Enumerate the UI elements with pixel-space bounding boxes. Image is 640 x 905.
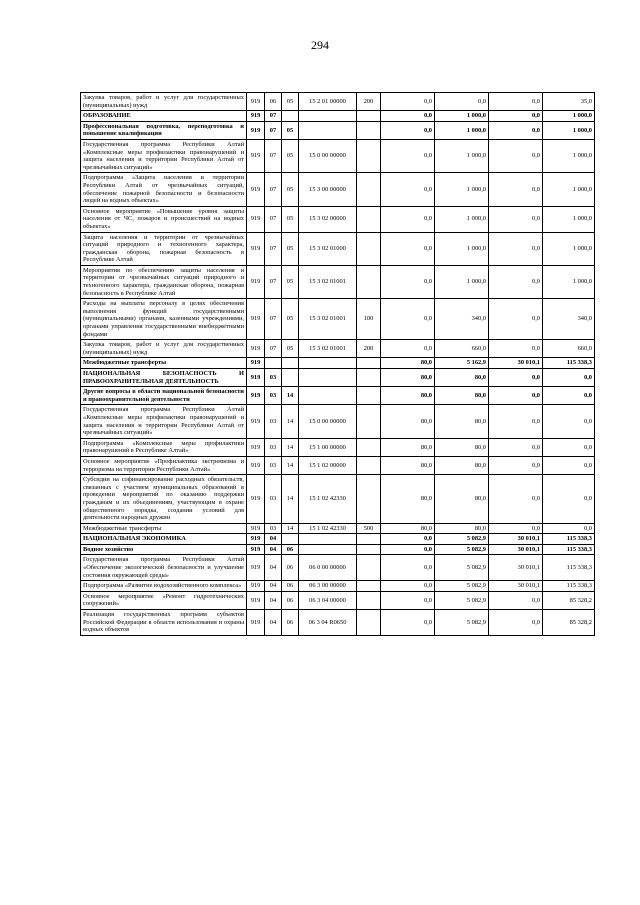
table-row: [81, 369, 595, 387]
cell-name: Подпрограмма «Защита населения и территории Республики Алтай от чрезвычайных ситуаций, обеспечение пожарной безопасности и безопасности людей на водных объектах»: [81, 173, 247, 206]
cell-section-code: 04: [265, 591, 282, 609]
cell-name: Реализация государственных программ субъектов Российской Федерации в области использования и охраны водных объектов: [81, 610, 247, 636]
cell-name: НАЦИОНАЛЬНАЯ БЕЗОПАСНОСТЬ И ПРАВООХРАНИТЕЛЬНАЯ ДЕЯТЕЛЬНОСТЬ: [81, 369, 247, 387]
cell-name: Межбюджетные трансферты: [81, 358, 247, 369]
cell-amount-4: 0,0: [543, 387, 595, 405]
cell-amount-3: 0,0: [489, 139, 543, 172]
cell-subsection-code: 14: [282, 523, 299, 534]
cell-amount-2: 0,0: [435, 93, 489, 111]
cell-expense-type-code: [357, 358, 381, 369]
cell-name: Основное мероприятие «Повышение уровня защиты населения от ЧС, пожаров и происшествий на водных объектах»: [81, 206, 247, 232]
cell-section-code: 07: [265, 265, 282, 298]
cell-name: Водное хозяйство: [81, 544, 247, 555]
cell-amount-3: 0,0: [489, 265, 543, 298]
page-number: 294: [311, 38, 329, 52]
cell-amount-4: 1 000,0: [543, 139, 595, 172]
cell-amount-2: 5 082,9: [435, 555, 489, 581]
cell-name: Подпрограмма «Развитие водохозяйственного комплекса»: [81, 581, 247, 592]
cell-ministry-code: 919: [247, 534, 265, 545]
cell-amount-1: 0,0: [381, 581, 435, 592]
cell-amount-1: 0,0: [381, 534, 435, 545]
cell-amount-2: 80,0: [435, 523, 489, 534]
cell-expense-type-code: [357, 544, 381, 555]
cell-section-code: 07: [265, 121, 282, 139]
cell-expense-type-code: 500: [357, 523, 381, 534]
cell-amount-3: 30 010,1: [489, 358, 543, 369]
cell-expense-type-code: [357, 405, 381, 438]
cell-amount-3: 0,0: [489, 206, 543, 232]
cell-amount-4: 1 000,0: [543, 232, 595, 265]
cell-subsection-code: 05: [282, 232, 299, 265]
cell-amount-4: 115 338,3: [543, 581, 595, 592]
cell-amount-3: 30 010,1: [489, 581, 543, 592]
table-row: [81, 139, 595, 172]
cell-amount-2: 80,0: [435, 369, 489, 387]
cell-amount-4: 115 338,3: [543, 534, 595, 545]
cell-ministry-code: 919: [247, 544, 265, 555]
cell-expense-type-code: [357, 581, 381, 592]
cell-ministry-code: 919: [247, 369, 265, 387]
cell-name: Другие вопросы в области национальной безопасности и правоохранительной деятельности: [81, 387, 247, 405]
table-row: [81, 456, 595, 474]
cell-ministry-code: 919: [247, 111, 265, 122]
cell-ministry-code: 919: [247, 610, 265, 636]
cell-amount-4: 1 000,0: [543, 111, 595, 122]
cell-subsection-code: 05: [282, 299, 299, 340]
cell-target-code: [299, 387, 357, 405]
cell-name: НАЦИОНАЛЬНАЯ ЭКОНОМИКА: [81, 534, 247, 545]
cell-expense-type-code: [357, 475, 381, 524]
table-row: [81, 591, 595, 609]
cell-section-code: 04: [265, 555, 282, 581]
cell-section-code: 03: [265, 438, 282, 456]
cell-subsection-code: 05: [282, 206, 299, 232]
cell-ministry-code: 919: [247, 340, 265, 358]
cell-section-code: 03: [265, 387, 282, 405]
cell-amount-4: 0,0: [543, 523, 595, 534]
cell-amount-4: 0,0: [543, 475, 595, 524]
cell-amount-3: 30 010,1: [489, 555, 543, 581]
cell-amount-3: 0,0: [489, 591, 543, 609]
cell-amount-1: 0,0: [381, 139, 435, 172]
cell-subsection-code: 06: [282, 591, 299, 609]
cell-section-code: 04: [265, 610, 282, 636]
cell-amount-1: 0,0: [381, 265, 435, 298]
cell-amount-4: 1 000,0: [543, 265, 595, 298]
cell-section-code: 03: [265, 523, 282, 534]
cell-amount-1: 0,0: [381, 544, 435, 555]
cell-amount-2: 1 000,0: [435, 139, 489, 172]
cell-amount-1: 80,0: [381, 387, 435, 405]
cell-subsection-code: 05: [282, 93, 299, 111]
cell-section-code: 06: [265, 93, 282, 111]
cell-amount-3: 0,0: [489, 111, 543, 122]
cell-ministry-code: 919: [247, 523, 265, 534]
cell-amount-4: 115 338,3: [543, 544, 595, 555]
cell-amount-1: 0,0: [381, 206, 435, 232]
cell-amount-3: 0,0: [489, 93, 543, 111]
cell-amount-4: 0,0: [543, 456, 595, 474]
cell-subsection-code: [282, 534, 299, 545]
cell-expense-type-code: [357, 456, 381, 474]
cell-amount-3: 0,0: [489, 340, 543, 358]
cell-ministry-code: 919: [247, 387, 265, 405]
cell-subsection-code: 06: [282, 555, 299, 581]
cell-name: Основное мероприятие «Профилактика экстремизма и терроризма на территории Республики Алтай»: [81, 456, 247, 474]
cell-expense-type-code: [357, 121, 381, 139]
cell-amount-4: 0,0: [543, 369, 595, 387]
cell-amount-1: 0,0: [381, 610, 435, 636]
cell-subsection-code: 14: [282, 405, 299, 438]
cell-target-code: 15 1 02 00000: [299, 456, 357, 474]
cell-amount-2: 1 000,0: [435, 173, 489, 206]
cell-amount-2: 80,0: [435, 475, 489, 524]
cell-expense-type-code: [357, 438, 381, 456]
cell-target-code: [299, 544, 357, 555]
cell-target-code: 15 2 01 00000: [299, 93, 357, 111]
cell-expense-type-code: 100: [357, 299, 381, 340]
cell-ministry-code: 919: [247, 299, 265, 340]
cell-amount-3: 0,0: [489, 121, 543, 139]
cell-amount-1: 0,0: [381, 232, 435, 265]
table-row: [81, 358, 595, 369]
cell-name: Мероприятия по обеспечению защиты населения и территории от чрезвычайных ситуаций природного и техногенного характера, гражданская оборона, пожарная безопасность в Республике Алтай: [81, 265, 247, 298]
cell-expense-type-code: [357, 139, 381, 172]
cell-name: Государственная программа Республики Алтай «Обеспечение экологической безопасности и улучшение состояния окружающей среды»: [81, 555, 247, 581]
cell-name: Расходы на выплаты персоналу в целях обеспечения выполнения функций государственными (муниципальными) органами, казенными учреждениями, органами управления государственными внебюджетными фондами: [81, 299, 247, 340]
table-row: [81, 475, 595, 524]
cell-amount-3: 30 010,1: [489, 544, 543, 555]
cell-amount-3: 0,0: [489, 299, 543, 340]
cell-amount-4: 1 000,0: [543, 173, 595, 206]
cell-target-code: 15 3 00 00000: [299, 173, 357, 206]
cell-target-code: 15 0 00 00000: [299, 405, 357, 438]
cell-subsection-code: 05: [282, 173, 299, 206]
table-row: [81, 523, 595, 534]
cell-target-code: 15 1 02 42330: [299, 475, 357, 524]
cell-amount-4: 0,0: [543, 405, 595, 438]
cell-expense-type-code: [357, 265, 381, 298]
table-row: [81, 438, 595, 456]
cell-amount-4: 35,0: [543, 93, 595, 111]
cell-amount-1: 80,0: [381, 475, 435, 524]
table-row: [81, 121, 595, 139]
cell-target-code: 06 3 04 00000: [299, 591, 357, 609]
cell-section-code: 04: [265, 534, 282, 545]
cell-subsection-code: 14: [282, 475, 299, 524]
cell-amount-1: 0,0: [381, 93, 435, 111]
cell-section-code: 07: [265, 340, 282, 358]
cell-ministry-code: 919: [247, 581, 265, 592]
cell-target-code: [299, 369, 357, 387]
cell-section-code: 07: [265, 139, 282, 172]
cell-amount-2: 5 082,9: [435, 591, 489, 609]
cell-amount-2: 5 082,9: [435, 581, 489, 592]
table-row: [81, 544, 595, 555]
cell-amount-4: 0,0: [543, 438, 595, 456]
cell-amount-1: 80,0: [381, 358, 435, 369]
cell-amount-3: 0,0: [489, 456, 543, 474]
cell-subsection-code: 06: [282, 610, 299, 636]
table-row: [81, 534, 595, 545]
cell-amount-4: 85 328,2: [543, 591, 595, 609]
cell-amount-3: 0,0: [489, 610, 543, 636]
cell-subsection-code: [282, 111, 299, 122]
cell-amount-2: 80,0: [435, 405, 489, 438]
table-row: [81, 111, 595, 122]
table-row: [81, 555, 595, 581]
cell-name: Государственная программа Республики Алтай «Комплексные меры профилактики правонарушений и защита населения и территории Республики Алтай от чрезвычайных ситуаций»: [81, 139, 247, 172]
cell-subsection-code: 05: [282, 139, 299, 172]
cell-ministry-code: 919: [247, 555, 265, 581]
cell-subsection-code: 05: [282, 121, 299, 139]
cell-subsection-code: 06: [282, 581, 299, 592]
cell-expense-type-code: [357, 591, 381, 609]
cell-expense-type-code: 200: [357, 93, 381, 111]
table-row: [81, 387, 595, 405]
cell-ministry-code: 919: [247, 173, 265, 206]
cell-expense-type-code: [357, 111, 381, 122]
table-row: [81, 340, 595, 358]
cell-section-code: 07: [265, 299, 282, 340]
cell-target-code: 06 0 00 00000: [299, 555, 357, 581]
cell-amount-1: 0,0: [381, 591, 435, 609]
cell-subsection-code: 05: [282, 340, 299, 358]
cell-target-code: 15 3 02 01001: [299, 299, 357, 340]
cell-expense-type-code: [357, 555, 381, 581]
cell-subsection-code: [282, 369, 299, 387]
cell-amount-1: 0,0: [381, 173, 435, 206]
table-row: [81, 299, 595, 340]
cell-amount-2: 80,0: [435, 387, 489, 405]
cell-subsection-code: 06: [282, 544, 299, 555]
cell-ministry-code: 919: [247, 591, 265, 609]
cell-amount-3: 0,0: [489, 232, 543, 265]
cell-amount-4: 115 338,3: [543, 358, 595, 369]
cell-target-code: [299, 358, 357, 369]
cell-amount-2: 5 082,9: [435, 610, 489, 636]
cell-section-code: 07: [265, 173, 282, 206]
cell-target-code: 15 0 00 00000: [299, 139, 357, 172]
cell-expense-type-code: [357, 534, 381, 545]
cell-amount-1: 0,0: [381, 340, 435, 358]
cell-amount-1: 80,0: [381, 523, 435, 534]
cell-amount-4: 115 338,3: [543, 555, 595, 581]
cell-section-code: 07: [265, 111, 282, 122]
cell-amount-3: 0,0: [489, 387, 543, 405]
cell-section-code: 03: [265, 369, 282, 387]
cell-amount-3: 0,0: [489, 475, 543, 524]
cell-name: Закупка товаров, работ и услуг для государственных (муниципальных) нужд: [81, 93, 247, 111]
cell-amount-1: 80,0: [381, 369, 435, 387]
cell-name: Государственная программа Республики Алтай «Комплексные меры профилактики правонарушений и защита населения и территории Республики Алтай от чрезвычайных ситуаций»: [81, 405, 247, 438]
cell-expense-type-code: [357, 206, 381, 232]
cell-section-code: 03: [265, 456, 282, 474]
cell-name: Субсидии на софинансирование расходных обязательств, связанных с участием муниципальных образований в проведении мероприятий по оказанию поддержки гражданам и их объединениям, участвующим в охране общественного порядка, создании условий для деятельности народных дружин: [81, 475, 247, 524]
cell-target-code: 15 1 02 42330: [299, 523, 357, 534]
cell-section-code: [265, 358, 282, 369]
cell-amount-3: 0,0: [489, 438, 543, 456]
cell-name: Основное мероприятие «Ремонт гидротехнических сооружений»: [81, 591, 247, 609]
table-row: [81, 206, 595, 232]
cell-target-code: 06 3 04 R0650: [299, 610, 357, 636]
cell-target-code: 15 3 02 00000: [299, 206, 357, 232]
cell-section-code: 03: [265, 405, 282, 438]
cell-ministry-code: 919: [247, 232, 265, 265]
cell-name: Защита населения и территории от чрезвычайных ситуаций природного и техногенного характера, гражданская оборона, пожарная безопасность в Республике Алтай: [81, 232, 247, 265]
cell-amount-4: 85 328,2: [543, 610, 595, 636]
cell-ministry-code: 919: [247, 139, 265, 172]
table-row: [81, 232, 595, 265]
cell-subsection-code: 14: [282, 456, 299, 474]
cell-amount-3: 0,0: [489, 523, 543, 534]
table-body: [81, 93, 595, 636]
cell-ministry-code: 919: [247, 405, 265, 438]
cell-amount-4: 340,0: [543, 299, 595, 340]
cell-amount-2: 1 000,0: [435, 121, 489, 139]
cell-target-code: [299, 111, 357, 122]
cell-ministry-code: 919: [247, 265, 265, 298]
cell-target-code: 15 3 02 01001: [299, 340, 357, 358]
cell-ministry-code: 919: [247, 438, 265, 456]
cell-amount-2: 5 162,9: [435, 358, 489, 369]
cell-name: Подпрограмма «Комплексные меры профилактики правонарушений в Республике Алтай»: [81, 438, 247, 456]
cell-expense-type-code: [357, 610, 381, 636]
cell-subsection-code: 14: [282, 387, 299, 405]
cell-amount-1: 0,0: [381, 121, 435, 139]
cell-name: Межбюджетные трансферты: [81, 523, 247, 534]
table-row: [81, 405, 595, 438]
cell-expense-type-code: [357, 173, 381, 206]
cell-ministry-code: 919: [247, 121, 265, 139]
cell-amount-3: 30 010,1: [489, 534, 543, 545]
table-row: [81, 610, 595, 636]
cell-amount-4: 660,0: [543, 340, 595, 358]
cell-section-code: 07: [265, 232, 282, 265]
cell-subsection-code: 05: [282, 265, 299, 298]
cell-target-code: 15 3 02 01000: [299, 232, 357, 265]
cell-expense-type-code: [357, 232, 381, 265]
cell-amount-3: 0,0: [489, 173, 543, 206]
cell-amount-2: 660,0: [435, 340, 489, 358]
cell-subsection-code: [282, 358, 299, 369]
cell-section-code: 04: [265, 544, 282, 555]
cell-amount-2: 1 000,0: [435, 232, 489, 265]
cell-amount-2: 5 082,9: [435, 544, 489, 555]
cell-name: Закупка товаров, работ и услуг для государственных (муниципальных) нужд: [81, 340, 247, 358]
cell-amount-2: 5 082,9: [435, 534, 489, 545]
cell-section-code: 03: [265, 475, 282, 524]
cell-amount-2: 1 000,0: [435, 265, 489, 298]
table-row: [81, 265, 595, 298]
cell-amount-2: 80,0: [435, 438, 489, 456]
cell-amount-4: 1 000,0: [543, 121, 595, 139]
cell-amount-2: 1 000,0: [435, 111, 489, 122]
cell-target-code: [299, 534, 357, 545]
cell-amount-1: 80,0: [381, 405, 435, 438]
cell-target-code: 06 3 00 00000: [299, 581, 357, 592]
table-row: [81, 581, 595, 592]
cell-name: Профессиональная подготовка, переподготовка и повышение квалификации: [81, 121, 247, 139]
cell-section-code: 07: [265, 206, 282, 232]
table-row: [81, 93, 595, 111]
table-row: [81, 173, 595, 206]
cell-ministry-code: 919: [247, 456, 265, 474]
cell-ministry-code: 919: [247, 93, 265, 111]
cell-amount-2: 80,0: [435, 456, 489, 474]
cell-amount-1: 0,0: [381, 111, 435, 122]
cell-ministry-code: 919: [247, 475, 265, 524]
cell-amount-2: 340,0: [435, 299, 489, 340]
cell-expense-type-code: [357, 369, 381, 387]
cell-expense-type-code: [357, 387, 381, 405]
cell-expense-type-code: 200: [357, 340, 381, 358]
cell-amount-1: 80,0: [381, 438, 435, 456]
cell-target-code: 15 1 00 00000: [299, 438, 357, 456]
cell-amount-1: 0,0: [381, 299, 435, 340]
cell-target-code: [299, 121, 357, 139]
cell-subsection-code: 14: [282, 438, 299, 456]
cell-ministry-code: 919: [247, 358, 265, 369]
cell-amount-1: 0,0: [381, 555, 435, 581]
cell-amount-3: 0,0: [489, 369, 543, 387]
cell-target-code: 15 3 02 01001: [299, 265, 357, 298]
cell-amount-1: 80,0: [381, 456, 435, 474]
cell-amount-4: 1 000,0: [543, 206, 595, 232]
cell-name: ОБРАЗОВАНИЕ: [81, 111, 247, 122]
budget-table: [80, 92, 595, 636]
cell-section-code: 04: [265, 581, 282, 592]
cell-amount-3: 0,0: [489, 405, 543, 438]
cell-amount-2: 1 000,0: [435, 206, 489, 232]
cell-ministry-code: 919: [247, 206, 265, 232]
